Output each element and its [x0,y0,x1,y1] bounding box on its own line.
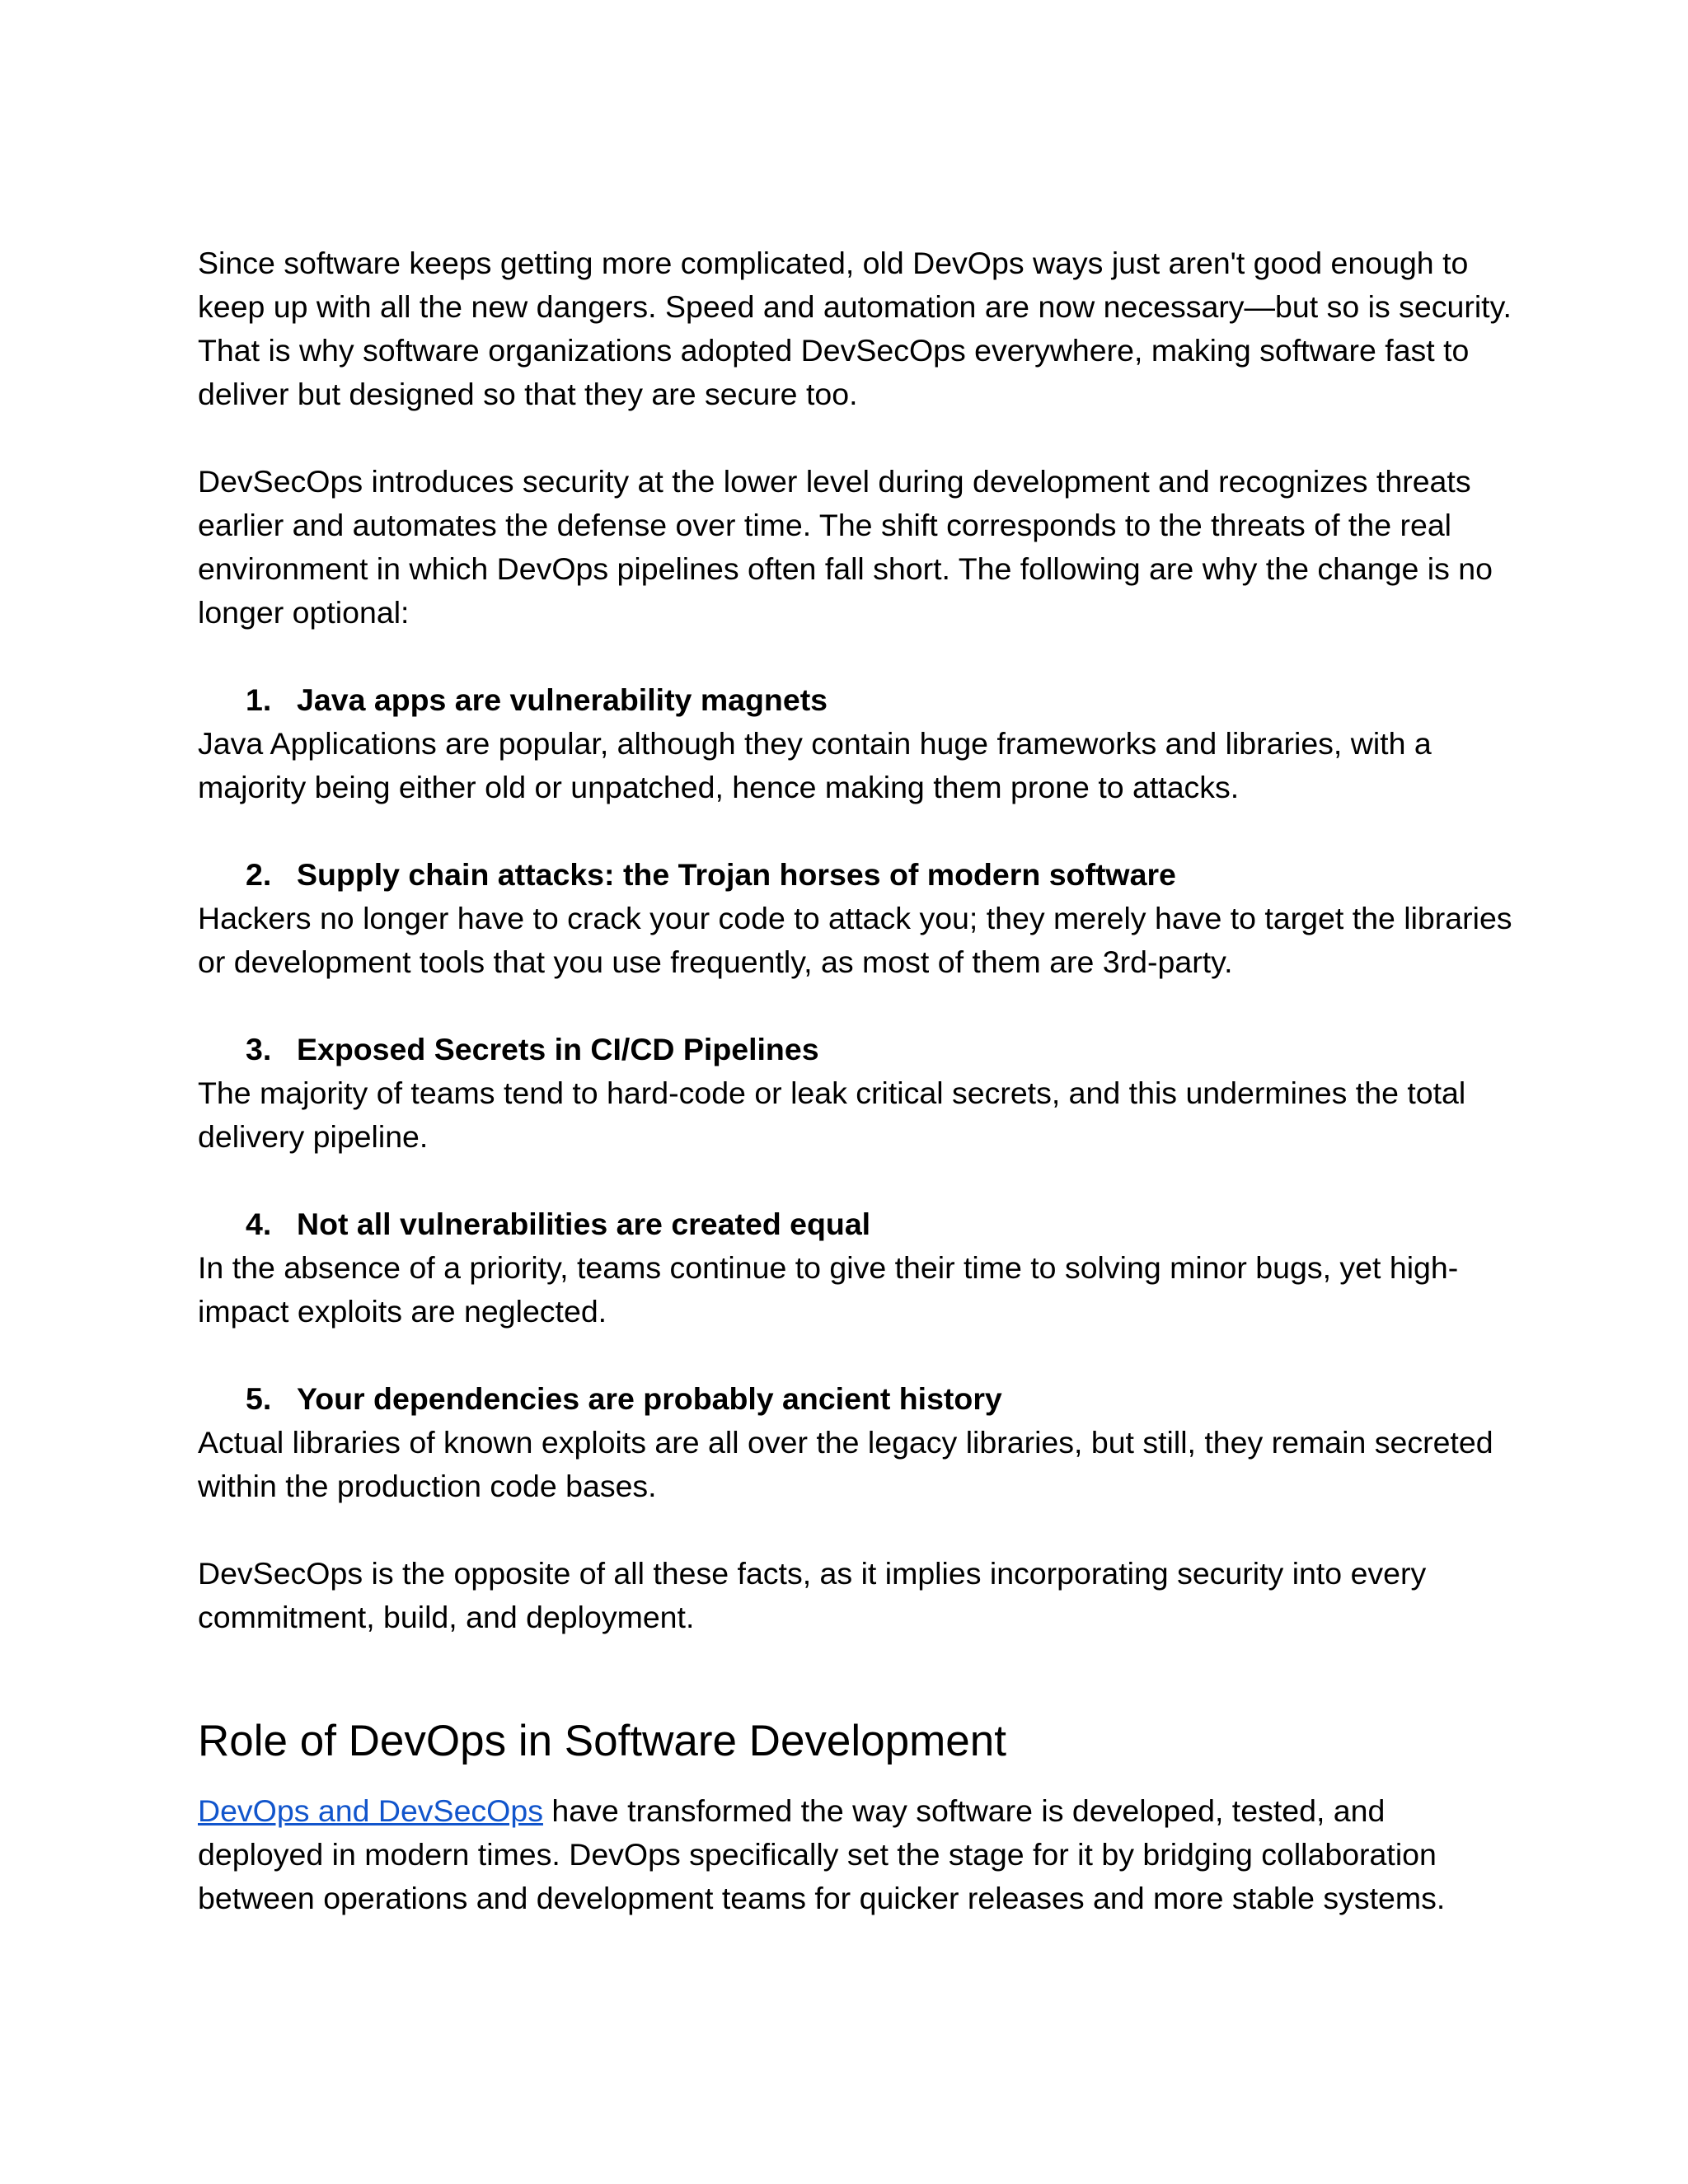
reason-heading-2 [198,853,1517,897]
section-heading: Role of DevOps in Software Development [198,1717,1006,1765]
reason-title: Supply chain attacks: the Trojan horses of modern software [297,857,1176,892]
heading-spacer [198,1768,1517,1789]
reason-title: Java apps are vulnerability magnets [297,682,828,717]
reason-number: 4. [246,1207,272,1241]
reason-number: 5. [246,1381,272,1416]
reason-body-4: In the absence of a priority, teams continue to give their time to solving minor bugs, yet high-impact exploits are neglected. [198,1250,1459,1329]
paragraph-spacer [198,416,1517,460]
reason-body-1: Java Applications are popular, although they contain huge frameworks and libraries, with a majority being either old or unpatched, hence making them prone to attacks. [198,726,1432,804]
reason-heading-3 [198,1028,1517,1071]
reason-title: Your dependencies are probably ancient history [297,1381,1002,1416]
paragraph-spacer [198,635,1517,678]
intro-paragraph-2: DevSecOps introduces security at the lower level during development and recognizes threats earlier and automates the defense over time. The shift corresponds to the threats of the real environment in which DevOps pipelines often fall short. The following are why the change is no longer optional: [198,464,1493,630]
reason-heading-5 [198,1377,1517,1421]
section-spacer [198,1639,1517,1715]
paragraph-spacer [198,1508,1517,1552]
reason-body-3: The majority of teams tend to hard-code or leak critical secrets, and this undermines the total delivery pipeline. [198,1076,1466,1154]
conclusion-paragraph: DevSecOps is the opposite of all these facts, as it implies incorporating security into every commitment, build, and deployment. [198,1556,1427,1634]
reason-body-2: Hackers no longer have to crack your code to attack you; they merely have to target the libraries or development tools that you use frequently, as most of them are 3rd-party. [198,901,1512,979]
reason-heading-4 [198,1202,1517,1246]
paragraph-spacer [198,809,1517,853]
reason-title: Not all vulnerabilities are created equal [297,1207,871,1241]
intro-paragraph-1: Since software keeps getting more complicated, old DevOps ways just aren't good enough to keep up with all the new dangers. Speed and automation are now necessary—but so is security. That is why software organizations adopted DevSecOps everywhere, making software fast to deliver but designed so that they are secure too. [198,246,1512,411]
reason-title: Exposed Secrets in CI/CD Pipelines [297,1032,819,1066]
reason-number: 2. [246,857,272,892]
reason-heading-1 [198,678,1517,722]
paragraph-spacer [198,984,1517,1028]
paragraph-spacer [198,1159,1517,1202]
section-paragraph-text: have transformed the way software is developed, tested, and deployed in modern times. DevOps specifically set the stage for it by bridging collaboration between operations and development teams for quicker releases and more stable systems. [198,1793,1446,1915]
section-paragraph [198,1789,1517,1920]
reason-number: 3. [246,1032,272,1066]
document-page [198,241,1517,1920]
devops-devsecops-link[interactable]: DevOps and DevSecOps [198,1793,543,1828]
reason-body-5: Actual libraries of known exploits are all over the legacy libraries, but still, they remain secreted within the production code bases. [198,1425,1493,1503]
paragraph-spacer [198,1333,1517,1377]
reason-number: 1. [246,682,272,717]
